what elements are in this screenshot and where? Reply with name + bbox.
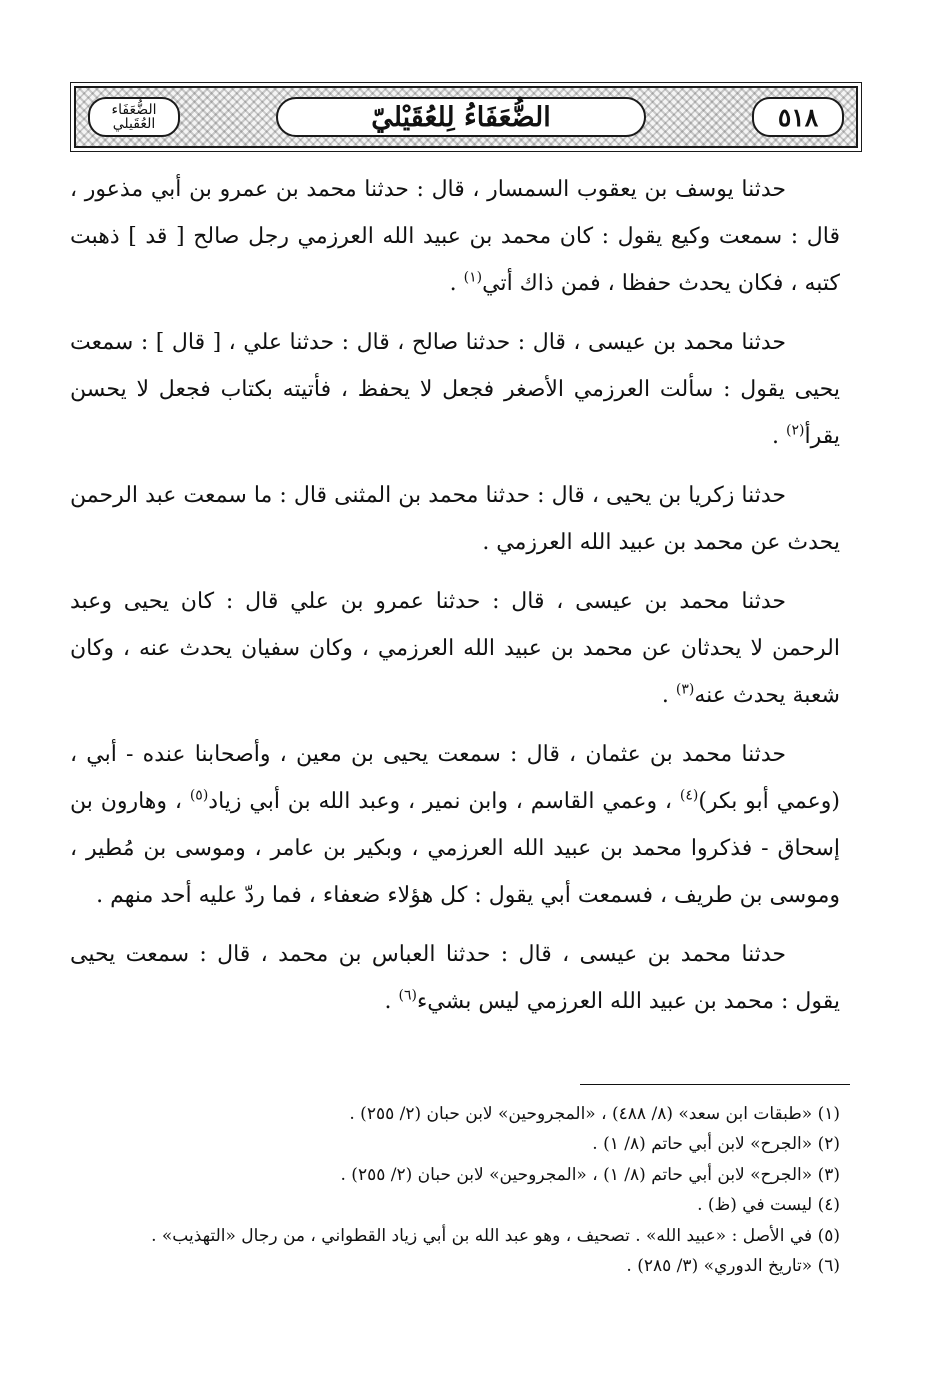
- paragraph-2: حدثنا محمد بن عيسى ، قال : حدثنا صالح ، قال : حدثنا علي ، [ قال ] : سمعت يحيى يقول : سألت العرزمي الأصغر فجعل لا يحفظ ، فأتيته بكتاب فجعل لا يحسن يقرأ$^{(٢)}$ .: [70, 330, 840, 449]
- paragraph-1: حدثنا يوسف بن يعقوب السمسار ، قال : حدثنا محمد بن عمرو بن أبي مذعور ، قال : سمعت وكيع يقول : كان محمد بن عبيد الله العرزمي رجل صالح [ قد ] ذهبت كتبه ، فكان يحدث حفظا ، فمن ذاك أتي$^{(١)}$ .: [70, 177, 840, 296]
- footnote-3: (٣) «الجرح» لابن أبي حاتم (٨/ ١) ، «المجروحين» لابن حبان (٢/ ٢٥٥) .: [340, 1164, 840, 1185]
- footnote-5: (٥) في الأصل : «عبيد الله» . تصحيف ، وهو عبد الله بن أبي زياد القطواني ، من رجال «التهذيب» .: [151, 1225, 840, 1246]
- footnote-ref-4: (٤): [679, 787, 699, 804]
- footnote-ref-3: (٣): [675, 681, 695, 698]
- footnote-ref-5: (٥): [189, 787, 209, 804]
- footnotes: [110, 1099, 840, 1281]
- footnote-4: (٤) ليست في (ظ) .: [697, 1195, 840, 1216]
- running-header: [74, 86, 858, 148]
- footnote-ref-6: (٦): [398, 987, 417, 1004]
- paragraph-4: حدثنا محمد بن عيسى ، قال : حدثنا عمرو بن علي قال : كان يحيى وعبد الرحمن لا يحدثان عن محمد بن عبيد الله العرزمي ، وكان سفيان يحدث عنه ، وكان شعبة يحدث عنه$^{(٣)}$ .: [70, 589, 840, 708]
- page-number: ٥١٨: [777, 102, 819, 132]
- book-emblem: [88, 97, 180, 137]
- page-number-box: [752, 97, 844, 137]
- emblem-line-2: العُقَيلي: [112, 116, 156, 132]
- book-title: الضُّعَفَاءُ لِلعُقَيْليّ: [371, 101, 551, 133]
- main-text: [70, 166, 840, 1037]
- footnote-separator: [580, 1084, 850, 1085]
- footnote-ref-2: (٢): [786, 422, 805, 439]
- emblem-line-1: الضُّعَفَاء: [111, 102, 157, 118]
- footnote-2: (٢) «الجرح» لابن أبي حاتم (٨/ ١) .: [592, 1134, 840, 1155]
- paragraph-6: حدثنا محمد بن عيسى ، قال : حدثنا العباس بن محمد ، قال : سمعت يحيى يقول : محمد بن عبيد الله العرزمي ليس بشيء$^{(٦)}$ .: [70, 942, 840, 1014]
- book-title-box: [276, 97, 646, 137]
- footnote-1: (١) «طبقات ابن سعد» (٨/ ٤٨٨) ، «المجروحين» لابن حبان (٢/ ٢٥٥) .: [349, 1104, 840, 1124]
- paragraph-3: حدثنا زكريا بن يحيى ، قال : حدثنا محمد بن المثنى قال : ما سمعت عبد الرحمن يحدث عن محمد بن عبيد الله العرزمي .: [70, 483, 840, 555]
- footnote-6: (٦) «تاريخ الدوري» (٣/ ٢٨٥) .: [626, 1256, 840, 1277]
- footnote-ref-1: (١): [463, 269, 483, 286]
- paragraph-5: حدثنا محمد بن عثمان ، قال : سمعت يحيى بن معين ، وأصحابنا عنده - أبي ، (وعمي أبو بكر)$^{(٤)}$ ، وعمي القاسم ، وابن نمير ، وعبد الله بن أبي زياد$^{(٥)}$ ، وهارون بن إسحاق - فذكروا محمد بن عبيد الله العرزمي ، وبكير بن عامر ، وموسى بن مُطير ، وموسى بن طريف ، فسمعت أبي يقول : كل هؤلاء ضعفاء ، فما ردّ عليه أحد منهم .: [70, 742, 840, 908]
